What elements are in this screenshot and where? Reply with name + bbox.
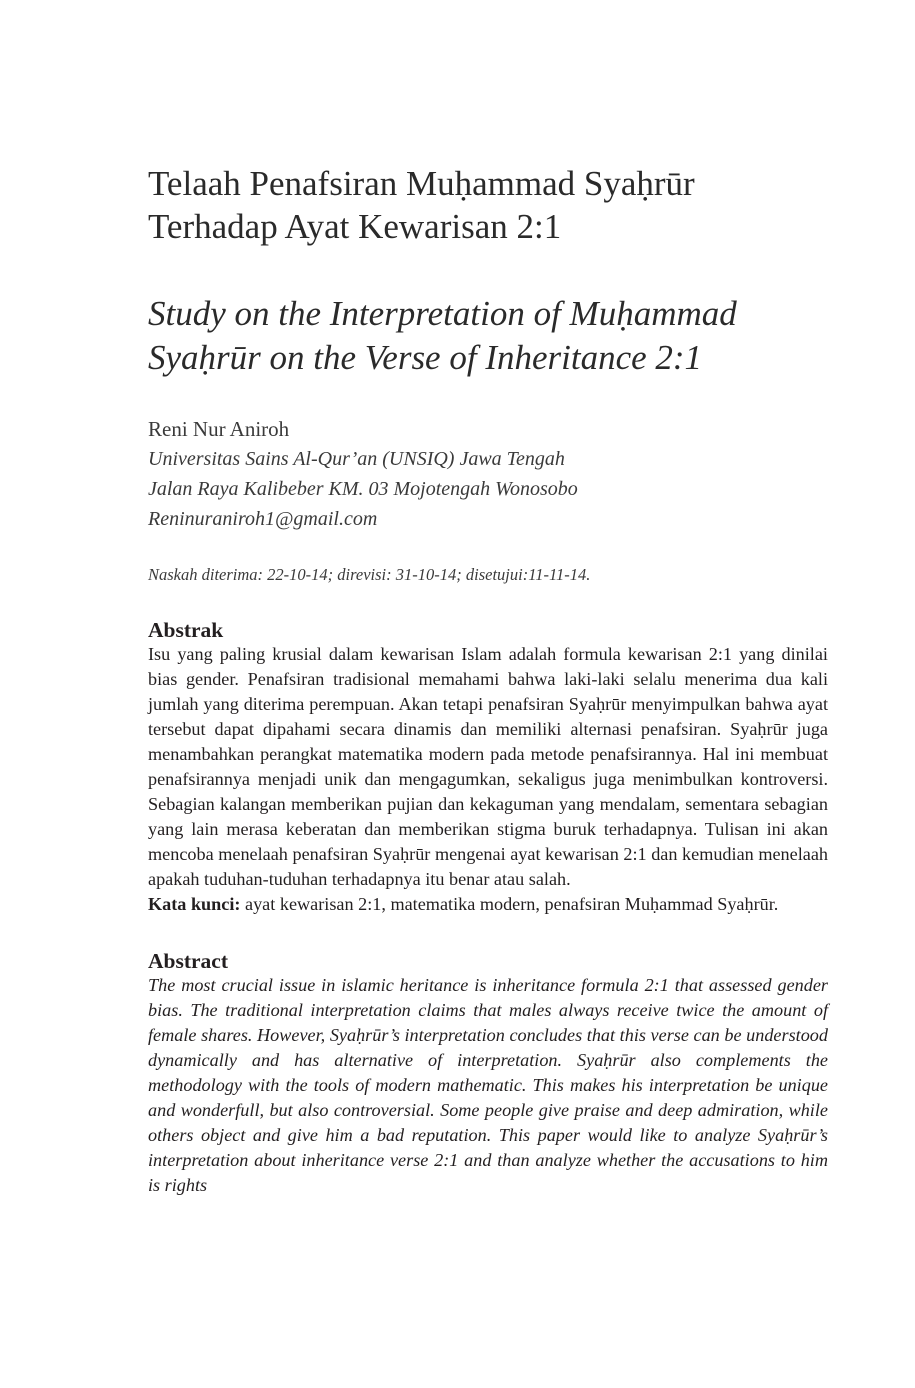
- author-name: Reni Nur Aniroh: [148, 417, 290, 441]
- abstract-body: The most crucial issue in islamic heritance is inheritance formula 2:1 that assessed gender bias. The traditional interpretation claims that males always receive twice the amount of female shares. However, Syaḥrūr’s interpretation concludes that this verse can be understood dynamically and has alternative of interpretation. Syaḥrūr also complements the methodology with the tools of modern mathematic. This makes his interpretation be unique and wonderfull, but also controversial. Some people give praise and deep admiration, while others object and give him a bad reputation. This paper would like to analyze Syaḥrūr’s interpretation about inheritance verse 2:1 and than analyze whether the accusations to him is rights: [148, 975, 828, 1195]
- keywords-label: Kata kunci:: [148, 894, 241, 914]
- author-email: Reninuraniroh1@gmail.com: [148, 508, 378, 530]
- author-affiliation: Universitas Sains Al-Qur’an (UNSIQ) Jawa Tengah: [148, 448, 565, 470]
- title-english: [148, 292, 828, 380]
- author-block: [148, 414, 828, 534]
- article-front-matter: [148, 162, 828, 1198]
- abstrak-heading: Abstrak: [148, 618, 224, 642]
- abstrak-text: Isu yang paling krusial dalam kewarisan Islam adalah formula kewarisan 2:1 yang dinilai bias gender. Penafsiran tradisional memahami bahwa laki-laki selalu menerima dua kali jumlah yang diterima perempuan. Akan tetapi penafsiran Syaḥrūr menyimpulkan bahwa ayat tersebut dapat dipahami secara dinamis dan memiliki alternasi penafsiran. Syaḥrūr juga menambahkan perangkat matematika modern pada metode penafsirannya. Hal ini membuat penafsirannya menjadi unik dan mengagumkan, sekaligus juga menimbulkan kontroversi. Sebagian kalangan memberikan pujian dan kekaguman yang mendalam, sementara sebagian yang lain merasa keberatan dan memberikan stigma buruk terhadapnya. Tulisan ini akan mencoba menelaah penafsiran Syaḥrūr mengenai ayat kewarisan 2:1 dan kemudian menelaah apakah tuduhan-tuduhan terhadapnya itu benar atau salah.: [148, 644, 828, 889]
- title-english-line-2: Syaḥrūr on the Verse of Inheritance 2:1: [148, 338, 703, 377]
- title-indonesian: [148, 162, 828, 248]
- abstract-heading: Abstract: [148, 949, 229, 973]
- author-address: Jalan Raya Kalibeber KM. 03 Mojotengah Wonosobo: [148, 478, 578, 500]
- title-indonesian-line-2: Terhadap Ayat Kewarisan 2:1: [148, 207, 562, 246]
- title-indonesian-line-1: Telaah Penafsiran Muḥammad Syaḥrūr: [148, 164, 695, 203]
- keywords-text: ayat kewarisan 2:1, matematika modern, penafsiran Muḥammad Syaḥrūr.: [240, 894, 779, 914]
- title-english-line-1: Study on the Interpretation of Muḥammad: [148, 294, 737, 333]
- submission-dates: Naskah diterima: 22-10-14; direvisi: 31-10-14; disetujui:11-11-14.: [148, 565, 591, 584]
- abstrak-body: [148, 642, 828, 917]
